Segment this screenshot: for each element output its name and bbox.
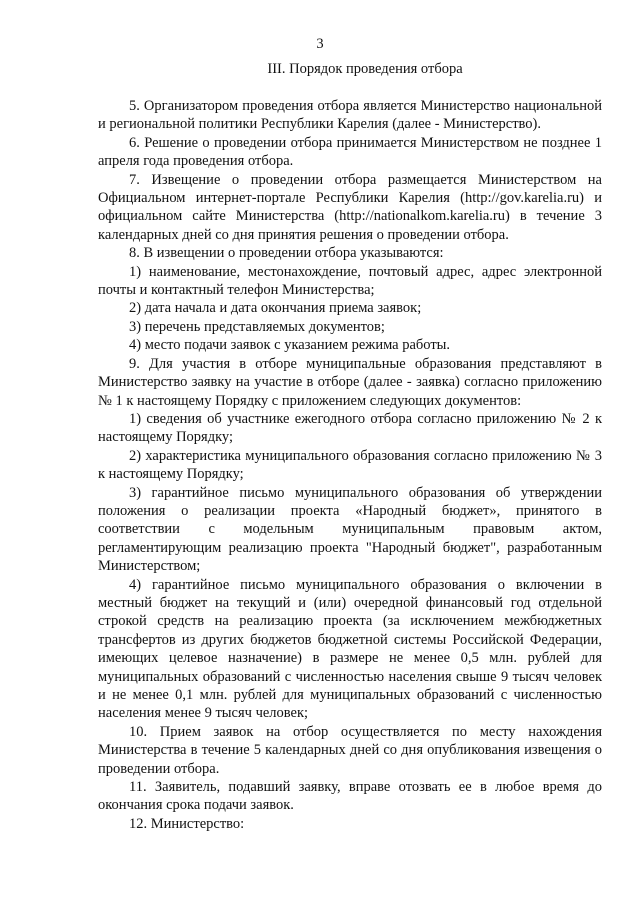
paragraph-6: 6. Решение о проведении отбора принимается Министерством не позднее 1 апреля года проведения отбора. xyxy=(98,134,602,170)
list-item-9-3: 3) гарантийное письмо муниципального образования об утверждении положения о реализации проекта «Народный бюджет», принятого в соответствии с модельным муниципальным правовым актом, регламентирующим реализацию проекта "Народный бюджет", разработанным Министерством; xyxy=(98,484,602,575)
paragraph-5: 5. Организатором проведения отбора является Министерство национальной и региональной политики Республики Карелия (далее - Министерство). xyxy=(98,98,602,133)
list-item-9-2: 2) характеристика муниципального образования согласно приложению № 3 к настоящему Порядку; xyxy=(98,447,602,483)
list-item-9-1: 1) сведения об участнике ежегодного отбора согласно приложению № 2 к настоящему Порядку; xyxy=(98,410,602,446)
list-item-8-4: 4) место подачи заявок с указанием режима работы. xyxy=(129,337,451,354)
page-number: 3 xyxy=(316,36,324,52)
list-item-8-3: 3) перечень представляемых документов; xyxy=(129,318,385,335)
list-item-8-2: 2) дата начала и дата окончания приема заявок; xyxy=(129,300,422,317)
paragraph-8: 8. В извещении о проведении отбора указываются: xyxy=(129,245,444,262)
paragraph-10: 10. Прием заявок на отбор осуществляется по месту нахождения Министерства в течение 5 календарных дней со дня опубликования извещения о проведении отбора. xyxy=(98,723,602,777)
paragraph-11: 11. Заявитель, подавший заявку, вправе отозвать ее в любое время до окончания срока подачи заявок. xyxy=(98,779,602,814)
paragraph-7: 7. Извещение о проведении отбора размещается Министерством на Официальном интернет-портале Республики Карелия (http://gov.karelia.ru) и официальном сайте Министерства (http://nationalkom.karelia.ru) в течение 3 календарных дней со дня принятия решения о проведении отбора. xyxy=(98,171,602,243)
paragraph-12: 12. Министерство: xyxy=(129,815,245,832)
list-item-8-1: 1) наименование, местонахождение, почтовый адрес, адрес электронной почты и контактный телефон Министерства; xyxy=(98,263,602,299)
section-title: III. Порядок проведения отбора xyxy=(267,61,463,77)
body-text xyxy=(98,97,602,833)
paragraph-9: 9. Для участия в отборе муниципальные образования представляют в Министерство заявку на участие в отборе (далее - заявка) согласно приложению № 1 к настоящему Порядку с приложением следующих документов: xyxy=(98,355,602,409)
list-item-9-4: 4) гарантийное письмо муниципального образования о включении в местный бюджет на текущий и (или) очередной финансовый год отдельной строкой средств на реализацию проекта (за исключением межбюджетных трансфертов из других бюджетов бюджетной системы Российской Федерации, имеющих целевое назначение) в размере не менее 0,5 млн. рублей для муниципальных образований с численностью населения свыше 9 тысяч человек и не менее 0,1 млн. рублей для муниципальных образований с численностью населения менее 9 тысяч человек; xyxy=(98,576,602,722)
